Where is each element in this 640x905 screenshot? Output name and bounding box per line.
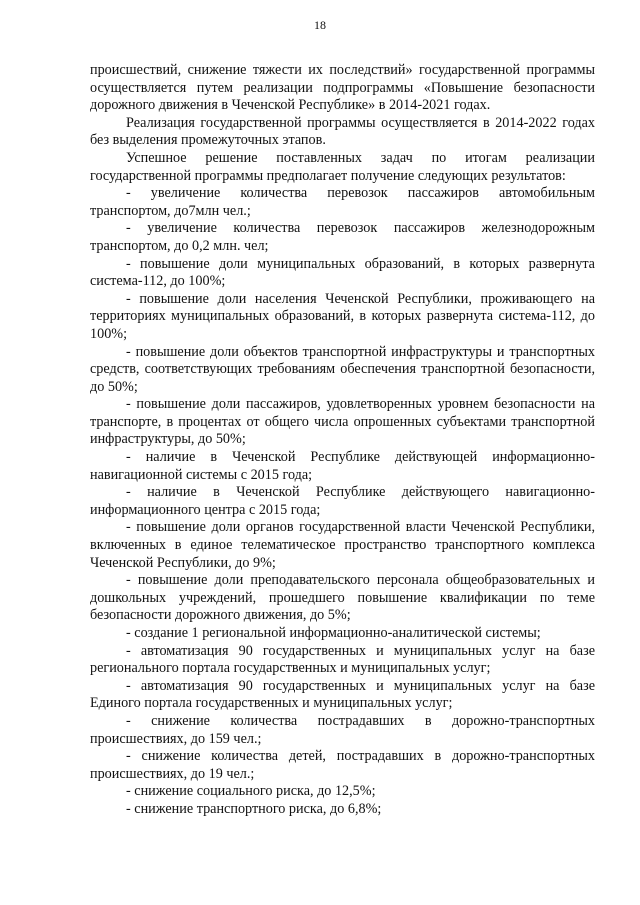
result-item: - повышение доли населения Чеченской Республики, проживающего на территориях муниципальных образований, в которых развернута система-112, до 100%; (90, 290, 595, 342)
result-item: - повышение доли пассажиров, удовлетворенных уровнем безопасности на транспорте, в процентах от общего числа опрошенных субъектами транспортной инфраструктуры, до 50%; (90, 396, 595, 448)
result-item: - повышение доли преподавательского персонала общеобразовательных и дошкольных учреждений, прошедшего повышение квалификации по теме безопасности дорожного движения, до 5%; (90, 572, 595, 624)
result-item: - увеличение количества перевозок пассажиров автомобильным транспортом, до7млн чел.; (90, 185, 595, 219)
paragraph-continuation: происшествий, снижение тяжести их последствий» государственной программы осуществляется путем реализации подпрограммы «Повышение безопасности дорожного движения в Чеченской Республике» в 2014-2021 годах. (90, 62, 595, 114)
result-item: - снижение количества детей, пострадавших в дорожно-транспортных происшествиях, до 19 чел.; (90, 748, 595, 782)
document-body (90, 62, 595, 819)
result-item: - автоматизация 90 государственных и муниципальных услуг на базе Единого портала государственных и муниципальных услуг; (90, 677, 595, 712)
result-item: - снижение количества пострадавших в дорожно-транспортных происшествиях, до 159 чел.; (90, 712, 595, 747)
result-item: - наличие в Чеченской Республике действующего навигационно-информационного центра с 2015 года; (90, 484, 595, 518)
result-item: - наличие в Чеченской Республике действующей информационно-навигационной системы с 2015 года; (90, 449, 595, 483)
result-item: - повышение доли муниципальных образований, в которых развернута система-112, до 100%; (90, 255, 595, 290)
paragraph-expected-results: Успешное решение поставленных задач по итогам реализации государственной программы предполагает получение следующих результатов: (90, 149, 595, 184)
page-number: 18 (314, 18, 326, 32)
result-item: - снижение социального риска, до 12,5%; (126, 783, 376, 800)
result-item: - создание 1 региональной информационно-аналитической системы; (126, 625, 541, 641)
result-item: - повышение доли органов государственной власти Чеченской Республики, включенных в единое телематическое пространство транспортного комплекса Чеченской Республики, до 9%; (90, 519, 595, 571)
result-item: - автоматизация 90 государственных и муниципальных услуг на базе регионального портала государственных и муниципальных услуг; (90, 642, 595, 677)
result-item: - снижение транспортного риска, до 6,8%; (126, 800, 382, 817)
result-item: - повышение доли объектов транспортной инфраструктуры и транспортных средств, соответствующих требованиям обеспечения транспортной безопасности, до 50%; (90, 343, 595, 395)
result-item: - увеличение количества перевозок пассажиров железнодорожным транспортом, до 0,2 млн. чел; (90, 220, 595, 254)
paragraph-implementation-period: Реализация государственной программы осуществляется в 2014-2022 годах без выделения промежуточных этапов. (90, 114, 595, 149)
